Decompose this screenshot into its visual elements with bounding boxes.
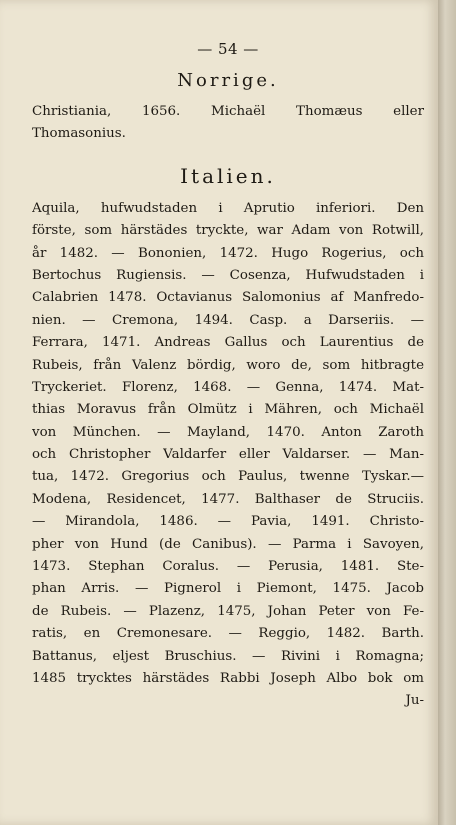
text-line: thias Moravus från Olmütz i Mähren, och Michaël (32, 402, 424, 418)
text-line: Ferrara, 1471. Andreas Gallus och Laurentius de (32, 335, 424, 351)
text-line: phan Arris. — Pignerol i Piemont, 1475. Jacob (32, 581, 424, 597)
section-heading-norrige: Norrige. (177, 70, 279, 91)
text-line: Rubeis, från Valenz bördig, woro de, som hitbragte (32, 357, 424, 373)
text-line: 1473. Stephan Coralus. — Perusia, 1481. Ste- (32, 559, 424, 575)
text-line: Bertochus Rugiensis. — Cosenza, Hufwudstaden i (32, 267, 424, 283)
page-content (32, 40, 424, 713)
text-line: nien. — Cremona, 1494. Casp. a Darseriis. — (32, 312, 424, 328)
text-line: de Rubeis. — Plazenz, 1475, Johan Peter von Fe- (32, 603, 424, 619)
text-line: Tryckeriet. Florenz, 1468. — Genna, 1474. Mat- (32, 379, 424, 395)
text-line: 1485 trycktes härstädes Rabbi Joseph Albo bok om (32, 670, 424, 686)
text-line: Thomasonius. (32, 126, 126, 142)
text-line: ratis, en Cremonesare. — Reggio, 1482. Barth. (32, 626, 424, 642)
text-line: von München. — Mayland, 1470. Anton Zaroth (32, 424, 424, 440)
section-heading-italien: Italien. (180, 163, 276, 188)
text-line: Christiania, 1656. Michaël Thomæus eller (32, 104, 424, 119)
text-line: — Mirandola, 1486. — Pavia, 1491. Christo- (32, 514, 424, 530)
text-line: Aquila, hufwudstaden i Aprutio inferiori. Den (32, 200, 424, 216)
text-line: Calabrien 1478. Octavianus Salomonius af Manfredo- (32, 290, 424, 306)
text-line: år 1482. — Bononien, 1472. Hugo Rogerius, och (32, 245, 424, 261)
page-number: — 54 — (197, 40, 259, 58)
text-line: pher von Hund (de Canibus). — Parma i Savoyen, (32, 536, 424, 552)
text-line: tua, 1472. Gregorius och Paulus, twenne Tyskar.— (32, 469, 424, 485)
page-edge (438, 0, 456, 825)
text-line: Modena, Residencet, 1477. Balthaser de Struciis. (32, 491, 424, 507)
text-line: och Christopher Valdarfer eller Valdarser. — Man- (32, 447, 424, 463)
catchword: Ju- (405, 693, 424, 709)
text-line: förste, som härstädes tryckte, war Adam von Rotwill, (32, 223, 424, 239)
text-line: Battanus, eljest Bruschius. — Rivini i Romagna; (32, 648, 424, 664)
